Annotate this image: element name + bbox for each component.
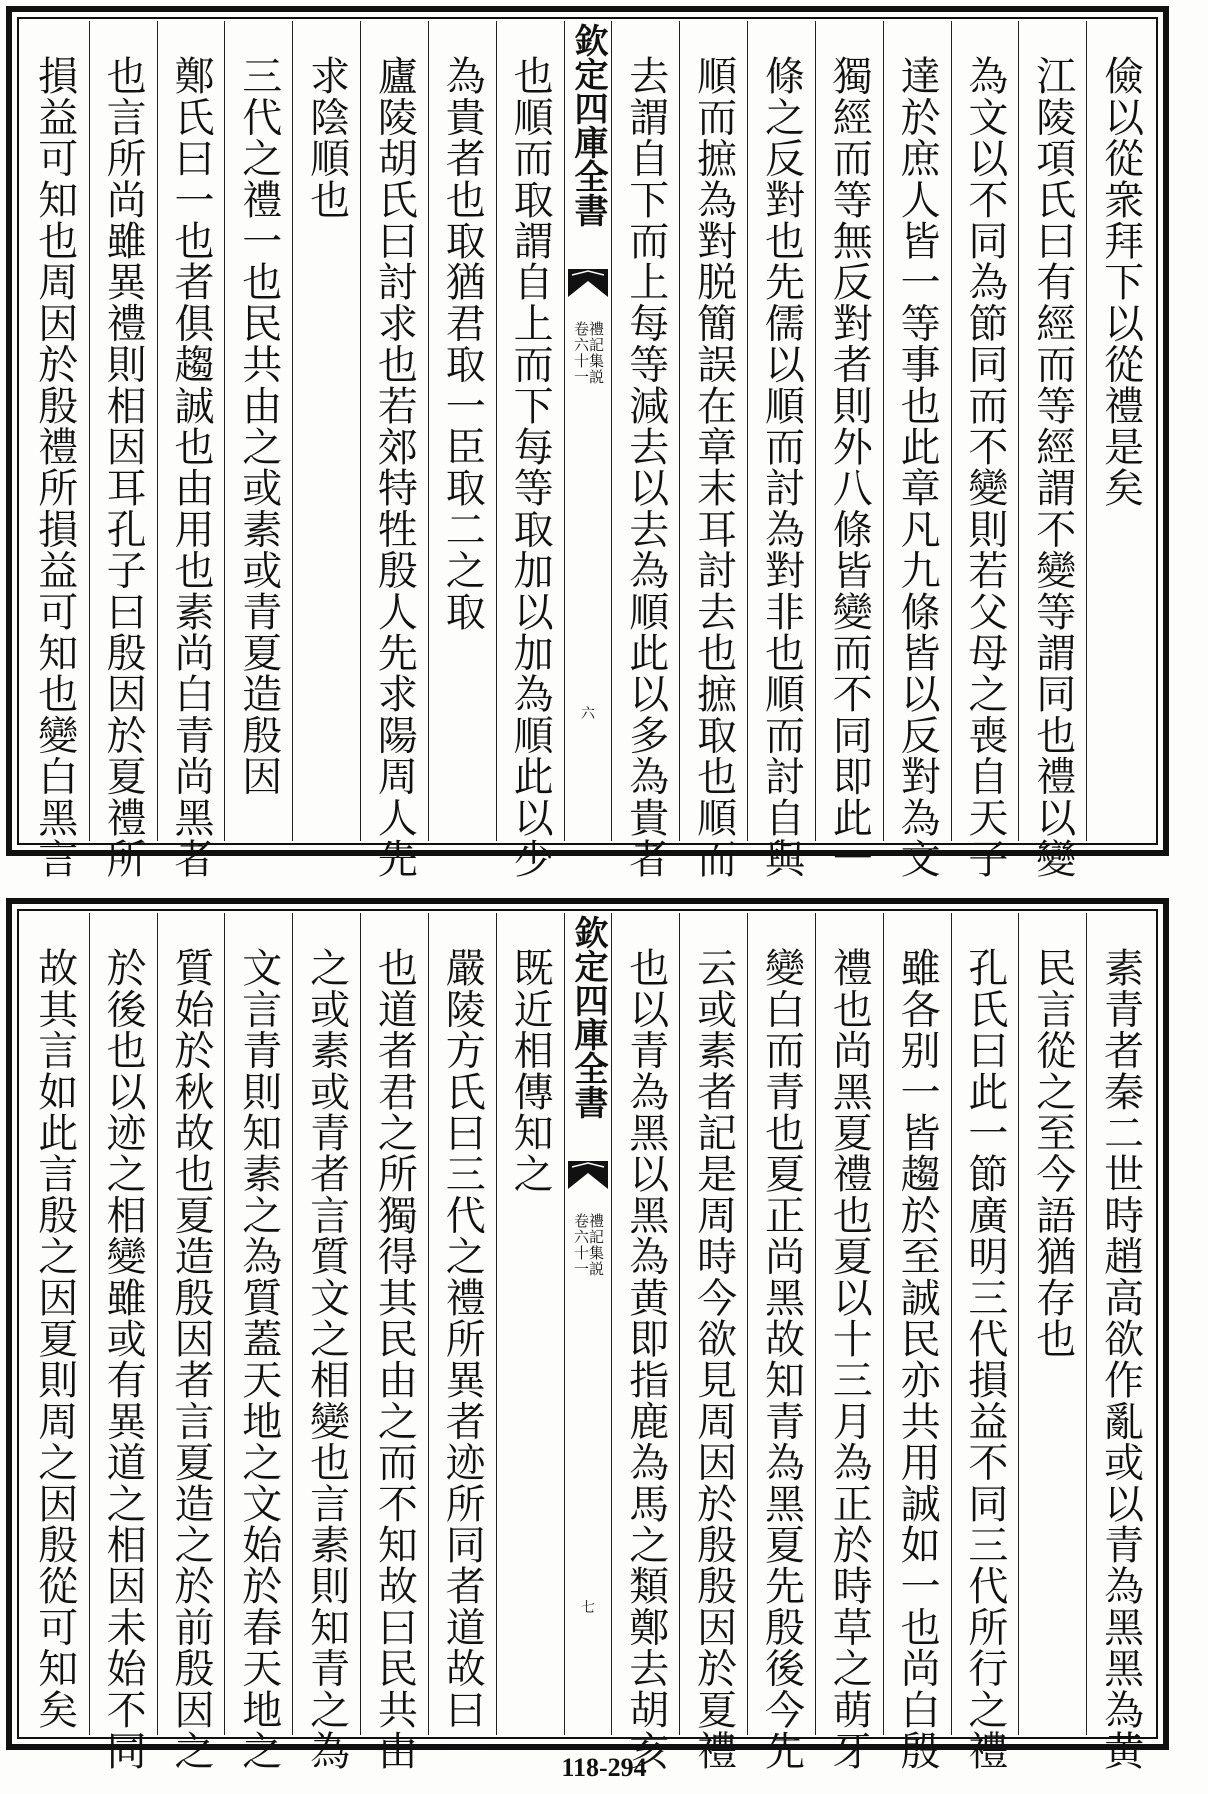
column-text: 也道者君之所獨得其民由之而不知故曰民共由: [371, 947, 418, 1771]
text-column: [883, 913, 951, 1771]
column-text: 云或素者記是周時今欲見周因於殷殷因於夏禮: [690, 947, 737, 1771]
column-text: 條之反對也先儒以順而討為對非也順而討自與: [758, 55, 805, 879]
text-column: [679, 21, 747, 879]
text-column: [428, 21, 496, 841]
text-column: [747, 913, 815, 1771]
text-column: [611, 21, 679, 879]
column-text: 也以青為黑以黑為黄即指鹿為馬之類鄭去胡亥: [622, 947, 669, 1771]
column-text: 素青者秦二世時趙高欲作亂或以青為黑黑為黄: [1097, 947, 1144, 1771]
text-column: [89, 21, 157, 879]
text-column: [21, 21, 89, 879]
text-column: [292, 913, 360, 1771]
text-columns: [21, 21, 1154, 879]
column-text: 為貴者也取猶君取一臣取二之取: [439, 55, 486, 632]
fish-tail-mark-icon: [568, 269, 608, 297]
folio-number: 七: [580, 1600, 595, 1616]
text-column: [428, 913, 496, 1771]
text-column: [1086, 21, 1154, 841]
book-label-line: 禮記集説: [586, 321, 605, 385]
column-text: 嚴陵方氏曰三代之禮所異者迹所同者道故曰一: [439, 947, 486, 1771]
collection-title: 欽定四庫全書: [567, 23, 608, 227]
column-text: 也言所尚雖異禮則相因耳孔子曰殷因於夏禮所: [100, 55, 147, 879]
text-column: [360, 21, 428, 879]
page-panel-top: [6, 6, 1169, 879]
column-text: 鄭氏曰一也者俱趨誠也由用也素尚白青尚黑者: [167, 55, 214, 879]
text-column: [679, 913, 747, 1771]
column-text: 質始於秋故也夏造殷因者言夏造之於前殷因之: [167, 947, 214, 1771]
text-column: [951, 21, 1019, 879]
book-label-line: 卷六十一: [571, 321, 590, 385]
text-column: [21, 913, 89, 1735]
column-text: 故其言如此言殷之因夏則周之因殷從可知矣: [31, 947, 78, 1730]
text-column: [951, 913, 1019, 1771]
folio-number: 六: [580, 706, 595, 722]
column-text: 求陰順也: [303, 55, 350, 220]
text-column: [157, 913, 225, 1771]
column-text: 順而摭為對脱簡誤在章末耳討去也摭取也順而: [690, 55, 737, 879]
column-text: 變白而青也夏正尚黑故知青為黑夏先殷後今先: [758, 947, 805, 1771]
text-column: [224, 913, 292, 1771]
column-text: 文言青則知素之為質蓋天地之文始於春天地之: [235, 947, 282, 1771]
book-volume-label: [573, 1213, 603, 1277]
center-fold: [564, 21, 612, 841]
text-column: [1086, 913, 1154, 1771]
column-text: 江陵項氏曰有經而等經謂不變等謂同也禮以變: [1029, 55, 1076, 879]
column-text: 民言從之至今語猶存也: [1029, 947, 1076, 1359]
text-column: [496, 913, 564, 1735]
column-text: 於後也以迹之相變雖或有異道之相因未始不同: [100, 947, 147, 1771]
text-column: [815, 913, 883, 1771]
text-column: [1018, 21, 1086, 879]
column-text: 雖各别一皆趨於至誠民亦共用誠如一也尚白殷: [894, 947, 941, 1771]
text-column: [1018, 913, 1086, 1735]
book-label-line: 禮記集説: [586, 1213, 605, 1277]
column-text: 儉以從衆拜下以從禮是矣: [1097, 55, 1144, 509]
text-column: [747, 21, 815, 879]
column-text: 之或素或青者言質文之相變也言素則知青之為: [303, 947, 350, 1771]
book-label-line: 卷六十一: [571, 1213, 590, 1277]
column-text: 去謂自下而上每等減去以去為順此以多為貴者: [622, 55, 669, 879]
column-text: 達於庶人皆一等事也此章凡九條皆以反對為文: [894, 55, 941, 879]
column-text: 既近相傳知之: [507, 947, 554, 1195]
collection-title: 欽定四庫全書: [567, 915, 608, 1119]
text-column: [157, 21, 225, 879]
text-column: [360, 913, 428, 1771]
text-column: [883, 21, 951, 879]
text-column: [224, 21, 292, 841]
column-text: 孔氏曰此一節廣明三代損益不同三代所行之禮: [961, 947, 1008, 1771]
column-text: 三代之禮一也民共由之或素或青夏造殷因: [235, 55, 282, 797]
column-text: 獨經而等無反對者則外八條皆變而不同即此一: [826, 55, 873, 879]
column-text: 為文以不同為節同而不變則若父母之喪自天子: [961, 55, 1008, 879]
fish-tail-mark-icon: [568, 1161, 608, 1189]
column-text: 也順而取謂自上而下每等取加以加為順此以少: [507, 55, 554, 879]
text-column: [89, 913, 157, 1771]
text-column: [496, 21, 564, 879]
column-text: 損益可知也周因於殷禮所損益可知也變白黑言: [31, 55, 78, 879]
text-column: [292, 21, 360, 841]
column-text: 廬陵胡氏曰討求也若郊特牲殷人先求陽周人先: [371, 55, 418, 879]
text-column: [611, 913, 679, 1771]
book-volume-label: [573, 321, 603, 385]
center-fold: [564, 913, 612, 1735]
column-text: 禮也尚黑夏禮也夏以十三月為正於時草之萌牙: [826, 947, 873, 1771]
footer-page-code: 118-294: [561, 1753, 647, 1782]
text-column: [815, 21, 883, 879]
